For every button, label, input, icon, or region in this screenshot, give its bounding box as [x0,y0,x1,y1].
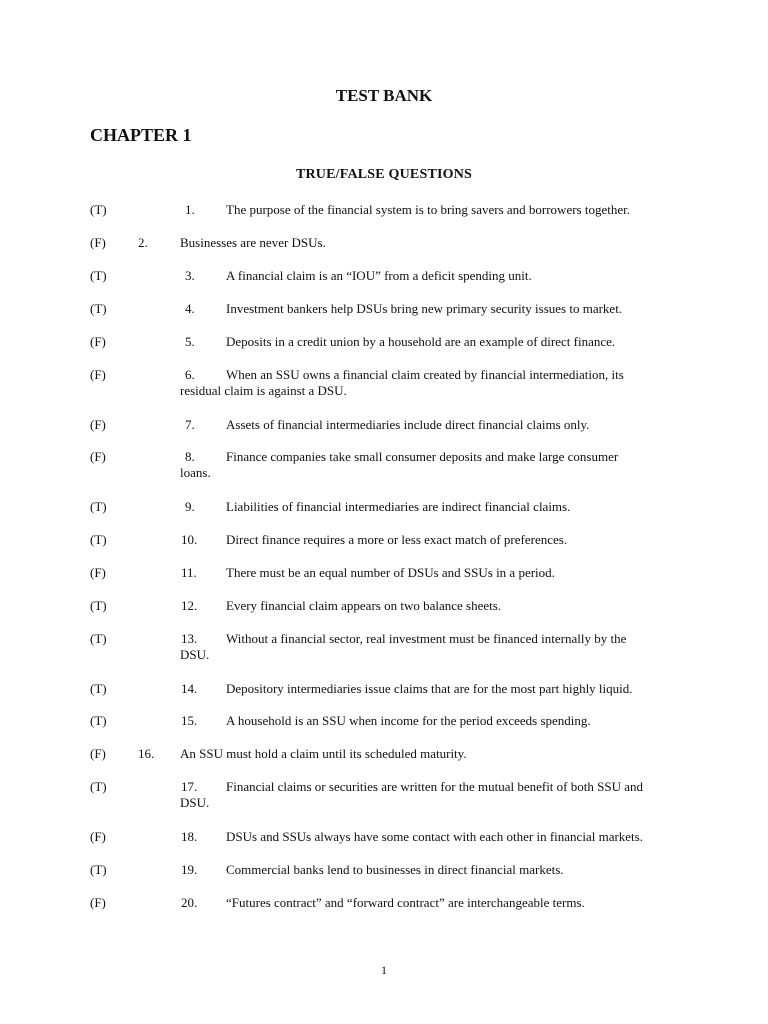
question-text: The purpose of the financial system is to bring savers and borrowers together. [226,202,630,217]
question-number: 9. [185,499,195,514]
question-number: 20. [181,895,198,910]
question-number: 1. [185,202,195,217]
section-heading: TRUE/FALSE QUESTIONS [295,167,473,182]
chapter-heading: CHAPTER 1 [90,125,192,145]
question-text: A household is an SSU when income for the period exceeds spending. [226,713,591,728]
page-number: 1 [381,963,387,977]
answer-key: (F) [90,829,106,844]
question-text: Investment bankers help DSUs bring new primary security issues to market. [226,301,623,316]
answer-key: (T) [90,631,107,646]
question-number: 10. [181,532,198,547]
question-number: 19. [181,862,198,877]
question-text: Financial claims or securities are written for the mutual benefit of both SSU and [226,779,643,794]
answer-key: (F) [90,334,106,349]
answer-key: (F) [90,565,106,580]
question-text: Deposits in a credit union by a household are an example of direct finance. [226,334,616,349]
question-number: 17. [181,779,198,794]
answer-key: (T) [90,862,107,877]
question-number: 4. [185,301,195,316]
question-text: Direct finance requires a more or less exact match of preferences. [226,532,568,547]
question-text-continuation: loans. [180,465,211,480]
question-number: 8. [185,449,195,464]
answer-key: (F) [90,746,106,761]
answer-key: (T) [90,779,107,794]
question-text: Finance companies take small consumer deposits and make large consumer [226,449,619,464]
question-text: Depository intermediaries issue claims that are for the most part highly liquid. [226,681,633,696]
answer-key: (F) [90,449,106,464]
answer-key: (T) [90,301,107,316]
question-text-continuation: DSU. [180,647,210,662]
answer-key: (T) [90,499,107,514]
question-text: Liabilities of financial intermediaries are indirect financial claims. [226,499,571,514]
question-number: 16. [138,746,155,761]
question-text: Without a financial sector, real investment must be financed internally by the [226,631,627,646]
question-number: 5. [185,334,195,349]
question-number: 7. [185,417,195,432]
answer-key: (F) [90,417,106,432]
question-number: 12. [181,598,198,613]
question-number: 2. [138,235,148,250]
question-text: Assets of financial intermediaries include direct financial claims only. [226,417,590,432]
question-text: Every financial claim appears on two balance sheets. [226,598,502,613]
answer-key: (F) [90,235,106,250]
answer-key: (T) [90,713,107,728]
answer-key: (F) [90,895,106,910]
question-number: 14. [181,681,198,696]
question-text: DSUs and SSUs always have some contact with each other in financial markets. [226,829,643,844]
question-number: 3. [185,268,195,283]
question-number: 13. [181,631,198,646]
answer-key: (T) [90,681,107,696]
question-text: A financial claim is an “IOU” from a deficit spending unit. [226,268,532,283]
page-title: TEST BANK [335,86,433,105]
question-number: 18. [181,829,198,844]
question-text: Businesses are never DSUs. [180,235,326,250]
question-text: An SSU must hold a claim until its scheduled maturity. [180,746,467,761]
answer-key: (T) [90,268,107,283]
answer-key: (T) [90,598,107,613]
question-number: 15. [181,713,198,728]
answer-key: (F) [90,367,106,382]
question-text: There must be an equal number of DSUs and SSUs in a period. [226,565,555,580]
question-number: 11. [181,565,197,580]
question-text: When an SSU owns a financial claim created by financial intermediation, its [226,367,624,382]
question-text-continuation: residual claim is against a DSU. [180,383,347,398]
question-text: “Futures contract” and “forward contract” are interchangeable terms. [226,895,585,910]
answer-key: (T) [90,202,107,217]
question-text: Commercial banks lend to businesses in direct financial markets. [226,862,564,877]
question-number: 6. [185,367,195,382]
question-text-continuation: DSU. [180,795,210,810]
answer-key: (T) [90,532,107,547]
